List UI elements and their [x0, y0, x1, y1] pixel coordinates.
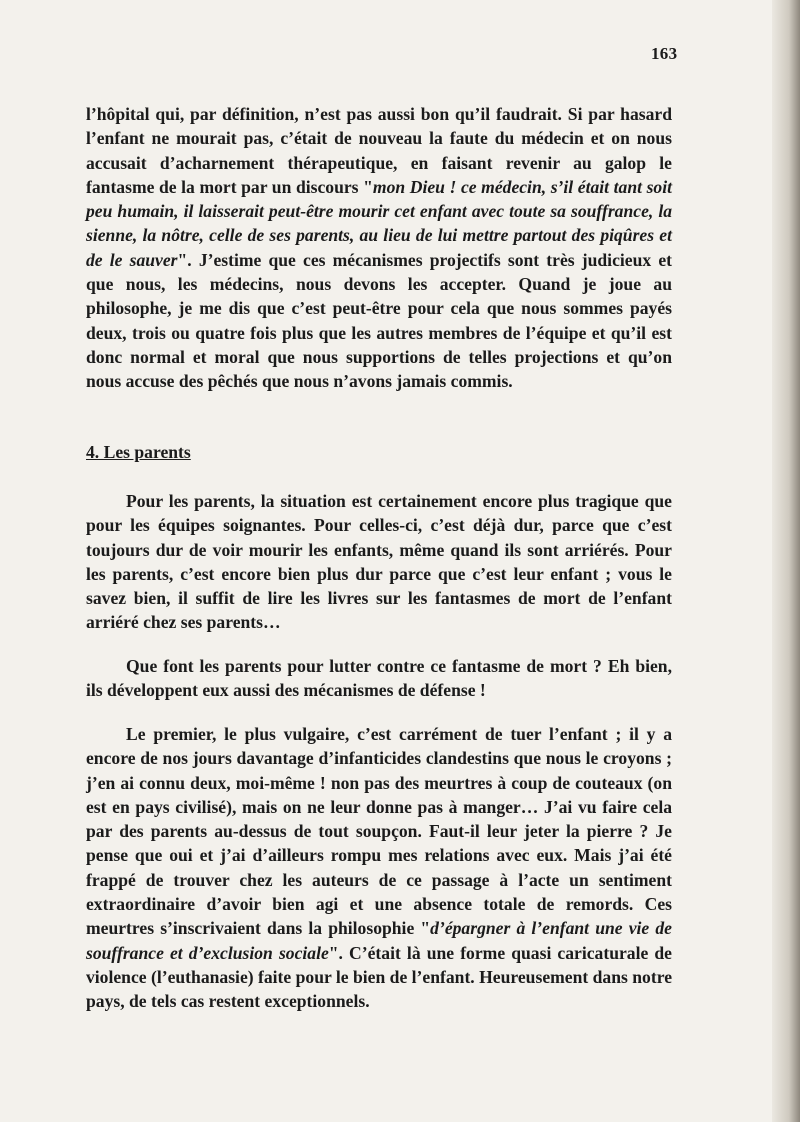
page-number: 163 — [651, 44, 678, 63]
paragraph-4-text: Le premier, le plus vulgaire, c’est carrément de — [126, 724, 511, 744]
paragraph-1-text-end: ". J’estime que ces mécanismes projectifs sont très judicieux et que nous, les médecins, nous devons les accepter. Quand je joue au philosophe, je me dis que c’est peut-être pour cela que nous sommes payés deux, trois ou quatre fois plus que les autres membres de l’équipe et qu’il est donc normal et moral que nous supportions de telles projections et qu’on nous accuse des pêchés que nous n’avons jamais commis. — [86, 249, 672, 392]
section-heading: 4. Les parents — [86, 442, 191, 462]
paragraph-3: Que font les parents pour lutter contre ce fantasme de mort ? Eh bien, ils développent eux aussi des mécanismes de défense ! — [86, 656, 672, 701]
paragraph-4 — [86, 722, 672, 1014]
paragraph-4-text-mid: ; il y a encore de nos jours davantage d’infanticides clandestins que nous le croyons ; j’en ai connu deux, moi-même ! non pas des meurtres à coup de couteaux (on est en pays civilisé), mais on ne leur donne pas à manger… J’ai vu faire cela par des parents au-dessus de tout soupçon. Faut-il leur jeter la pierre ? Je pense que oui et j’ai d’ailleurs rompu mes relations avec eux. Mais j’ai été frappé de trouver chez les auteurs de ce passage à l’acte un sentiment extraordinaire d’avoir bien agi et une absence totale de remords. Ces meurtres s’inscrivaient dans la philosophie " — [86, 724, 672, 939]
paragraph-2: Pour les parents, la situation est certainement encore plus tragique que pour les équipes soignantes. Pour celles-ci, c’est déjà dur, parce que c’est toujours dur de voir mourir les enfants, même quand ils sont arriérés. Pour les parents, c’est encore bien plus dur parce que c’est leur enfant ; vous le savez bien, il suffit de lire les livres sur les fantasmes de mort de l’enfant arriéré chez ses parents… — [86, 491, 672, 633]
page-edge-shadow — [772, 0, 800, 1122]
paragraph-4-emphasis: tuer l’enfant — [510, 724, 608, 744]
paragraph-4-italic-quote: d’épargner à l’enfant une vie de souffrance et d’exclusion sociale — [86, 918, 672, 963]
paragraph-1 — [86, 102, 672, 394]
paragraph-1-text: l’hôpital qui, par définition, n’est pas aussi bon qu’il faudrait. Si par hasard l’enfant ne mourait pas, c’était de nouveau la faute du médecin et on nous accusait d’acharnement thérapeutique, en faisant revenir au galop le fantasme de la mort par un discours " — [86, 104, 672, 197]
paragraph-4-text-end: ". C’était là une forme quasi caricaturale de violence (l’euthanasie) faite pour le bien de l’enfant. Heureusement dans notre pays, de tels cas restent exceptionnels. — [86, 942, 672, 1012]
paragraph-1-italic-quote: mon Dieu ! ce médecin, s’il était tant soit peu humain, il laisserait peut-être mourir cet enfant avec toute sa souffrance, la sienne, la nôtre, celle de ses parents, au lieu de lui mettre partout des piqûres et de le sauver — [86, 176, 672, 270]
